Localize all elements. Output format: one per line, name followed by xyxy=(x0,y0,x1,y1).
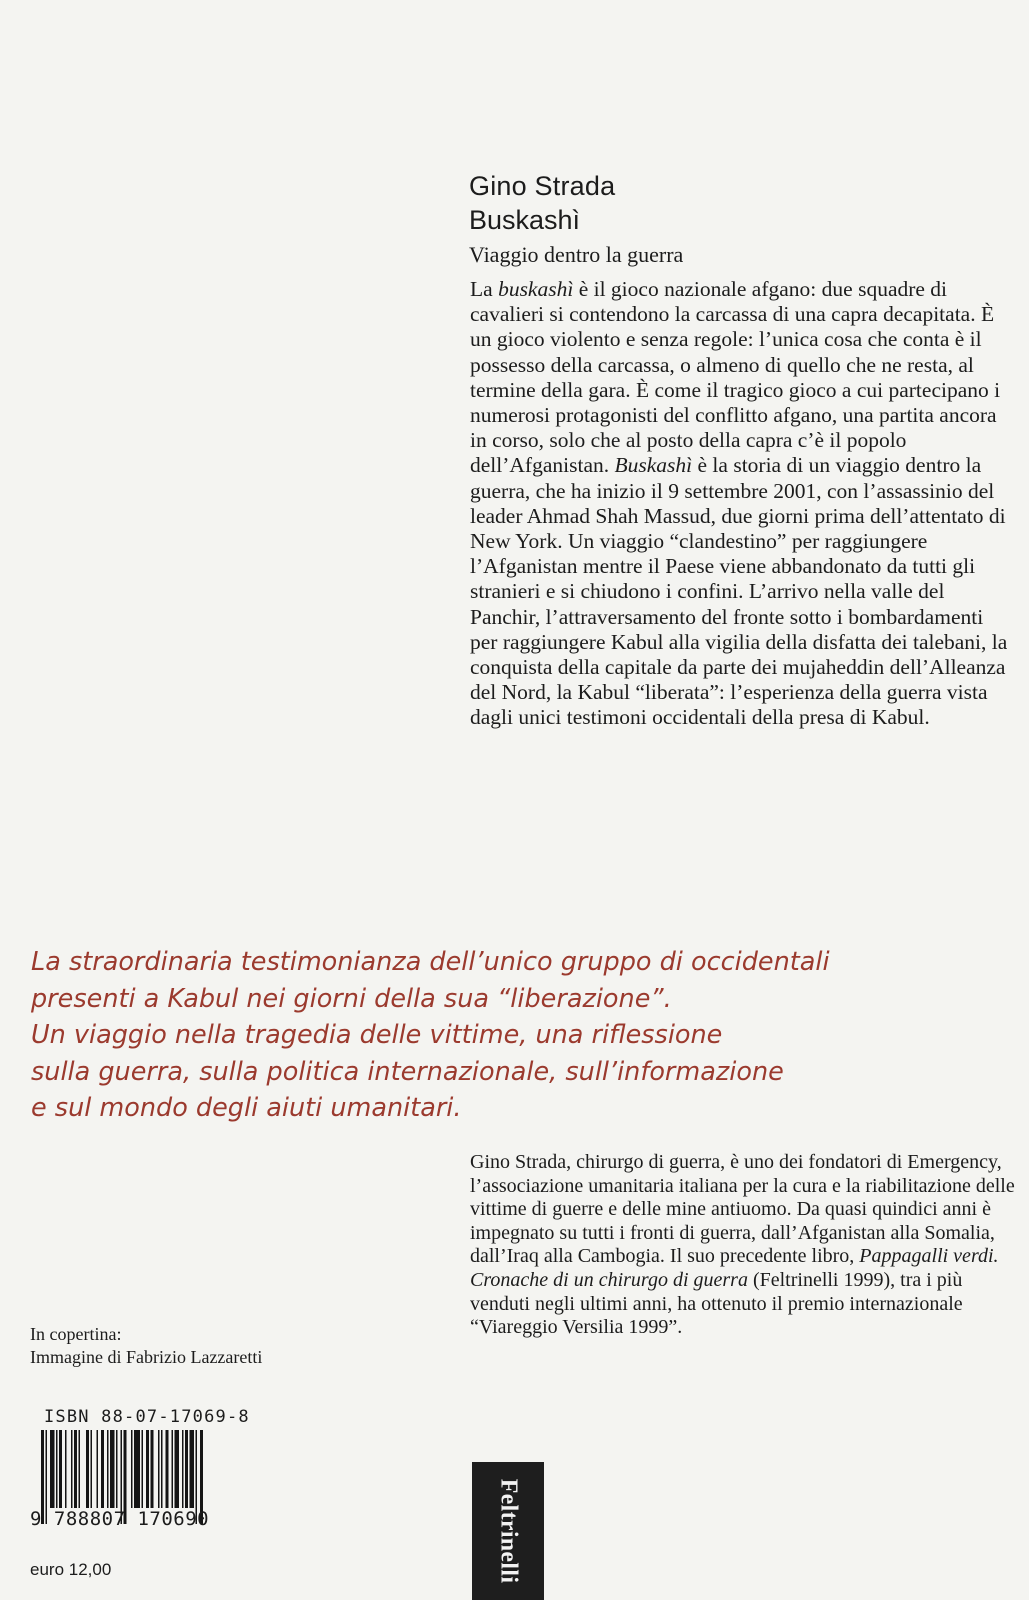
barcode-bar xyxy=(110,1430,115,1508)
book-author: Gino Strada xyxy=(469,171,616,201)
author-bio xyxy=(470,1151,1015,1340)
barcode-bar xyxy=(74,1430,77,1508)
publisher-logo xyxy=(472,1462,544,1600)
quote-line: sulla guerra, sulla politica internazionale, sull’informazione xyxy=(31,1056,784,1087)
blurb-text-first: è il gioco nazionale afgano: due squadre di cavalieri si contendono la carcassa di una capra decapitata. È un gioco violento e senza regole: l’unica cosa che conta è il possesso della carcassa, o almeno di quello che ne resta, al termine della gara. È come il tragico gioco a cui partecipano i numerosi protagonisti del conflitto afgano, una partita ancora in corso, solo che al posto della capra c’è il popolo dell’Afganistan. xyxy=(470,277,1001,478)
barcode-bar xyxy=(158,1430,160,1508)
barcode-bar xyxy=(161,1430,163,1508)
quote-line: La straordinaria testimonianza dell’unico gruppo di occidentali xyxy=(31,947,830,977)
barcode-bar xyxy=(79,1430,81,1508)
barcode-bar xyxy=(151,1430,154,1508)
barcode-bar xyxy=(142,1430,144,1508)
barcode-bar xyxy=(107,1430,109,1508)
barcode-bar xyxy=(185,1430,188,1508)
barcode-bar xyxy=(71,1430,73,1508)
barcode-bar xyxy=(59,1430,62,1508)
bio-book-title: Pappagalli verdi. Cronache di un chirurgo di guerra xyxy=(470,1245,999,1291)
red-quote xyxy=(31,944,1021,1127)
cover-credit-artist: Immagine di Fabrizio Lazzaretti xyxy=(30,1347,263,1367)
blurb-term-buskashi-title: Buskashì xyxy=(614,453,693,478)
blurb-paragraph xyxy=(470,277,1015,731)
isbn-label: ISBN 88-07-17069-8 xyxy=(44,1407,250,1427)
barcode-bar xyxy=(131,1430,133,1508)
barcode-bar xyxy=(91,1430,93,1508)
bio-text-second: (Feltrinelli 1999), tra i più venduti negli ultimi anni, ha ottenuto il premio internazionale “Viareggio Versilia 1999”. xyxy=(470,1268,963,1339)
blurb-text-second: è la storia di un viaggio dentro la guerra, che ha inizio il 9 settembre 2001, con l’assassinio del leader Ahmad Shah Massud, due giorni prima dell’attentato di New York. Un viaggio “clandestino” per raggiungere l’Afganistan mentre il Paese viene abbandonato da tutti gli stranieri e si chiudono i confini. L’arrivo nella valle del Panchir, l’attraversamento del fronte sotto i bombardamenti per raggiungere Kabul alla vigilia della disfatta dei talebani, la conquista della capitale da parte dei mujaheddin dell’Alleanza del Nord, la Kabul “liberata”: l’esperienza della guerra vista dagli unici testimoni occidentali della presa di Kabul. xyxy=(470,453,1008,730)
price: euro 12,00 xyxy=(30,1560,112,1579)
quote-line: Un viaggio nella tragedia delle vittime, una riflessione xyxy=(31,1020,723,1051)
publisher-name: Feltrinelli xyxy=(495,1478,522,1584)
barcode-digits: 9 788807 170690 xyxy=(30,1508,210,1530)
bio-text-first: Gino Strada, chirurgo di guerra, è uno dei fondatori di Emergency, l’associazione umanitaria italiana per la cura e la riabilitazione delle vittime di guerre e delle mine antiuomo. Da quasi quindici anni è impegnato su tutti i fronti di guerra, dall’Afganistan alla Somalia, dall’Iraq alla Cambogia. Il suo precedente libro, xyxy=(470,1151,1015,1268)
quote-line: e sul mondo degli aiuti umanitari. xyxy=(31,1093,462,1124)
barcode-bar xyxy=(116,1430,118,1508)
book-subtitle: Viaggio dentro la guerra xyxy=(469,242,684,267)
barcode-bar xyxy=(56,1430,58,1508)
barcode-bar xyxy=(97,1430,99,1508)
blurb-intro: La xyxy=(470,277,499,301)
barcode-bar xyxy=(190,1430,195,1508)
barcode-bar xyxy=(172,1430,174,1508)
quote-line: presenti a Kabul nei giorni della sua “liberazione”. xyxy=(31,983,672,1014)
cover-credit-label: In copertina: xyxy=(30,1324,122,1344)
barcode-bar xyxy=(166,1430,169,1508)
barcode-bar xyxy=(134,1430,140,1508)
book-title: Buskashì xyxy=(469,205,581,235)
barcode-bar xyxy=(182,1430,184,1508)
barcode-bar xyxy=(101,1430,104,1508)
barcode-bar xyxy=(175,1430,180,1508)
barcode-bar xyxy=(50,1430,55,1508)
cover-credit xyxy=(30,1323,262,1369)
barcode-bar xyxy=(146,1430,149,1508)
barcode-bar xyxy=(65,1430,67,1508)
blurb-term-buskashi: buskashì xyxy=(498,277,574,301)
barcode-bar xyxy=(86,1430,89,1508)
